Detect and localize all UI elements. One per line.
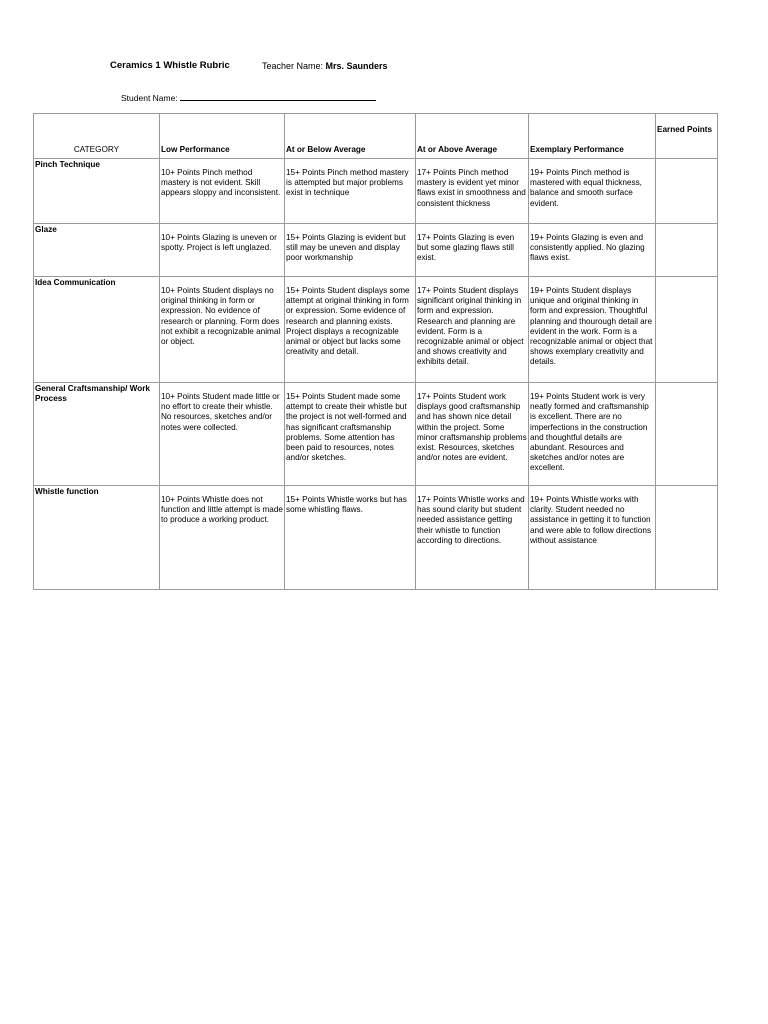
criteria-cell: 19+ Points Whistle works with clarity. Student needed no assistance in getting it to function and were able to follow directions without assistance (529, 486, 656, 590)
criteria-cell: 10+ Points Student made little or no effort to create their whistle. No resources, sketches and/or notes were collected. (160, 383, 285, 486)
rubric-table (33, 113, 718, 590)
category-cell: Glaze (34, 224, 160, 277)
table-row (34, 486, 718, 590)
criteria-cell: 15+ Points Glazing is evident but still may be uneven and display poor workmanship (285, 224, 416, 277)
criteria-cell: 19+ Points Pinch method is mastered with equal thickness, balance and smooth surface evident. (529, 159, 656, 224)
category-cell: Idea Communication (34, 277, 160, 383)
earned-points-cell[interactable] (656, 159, 718, 224)
earned-points-cell[interactable] (656, 486, 718, 590)
student-label: Student Name: (121, 93, 178, 103)
header-low-performance: Low Performance (160, 114, 285, 159)
teacher-field (262, 61, 388, 71)
header-row (34, 114, 718, 159)
criteria-cell: 10+ Points Pinch method mastery is not evident. Skill appears sloppy and inconsistent. (160, 159, 285, 224)
criteria-cell: 17+ Points Glazing is even but some glazing flaws still exist. (416, 224, 529, 277)
category-cell: General Craftsmanship/ Work Process (34, 383, 160, 486)
table-row (34, 224, 718, 277)
criteria-cell: 15+ Points Pinch method mastery is attempted but major problems exist in technique (285, 159, 416, 224)
criteria-cell: 17+ Points Student displays significant original thinking in form and expression. Research and planning are evident. Form is a recognizable animal or object and shows creativity and exhibits detail. (416, 277, 529, 383)
student-name-field (121, 92, 376, 103)
criteria-cell: 19+ Points Student work is very neatly formed and craftsmanship is excellent. There are no imperfections in the construction and thoughtful details are abundant. Resources and sketches and/or notes are excellent. (529, 383, 656, 486)
criteria-cell: 10+ Points Student displays no original thinking in form or expression. No evidence of research or planning. Form does not exhibit a recognizable animal or object. (160, 277, 285, 383)
criteria-cell: 10+ Points Glazing is uneven or spotty. Project is left unglazed. (160, 224, 285, 277)
table-row (34, 383, 718, 486)
criteria-cell: 15+ Points Student displays some attempt at original thinking in form or expression. Some evidence of research and planning exists. Project displays a recognizable animal or object but lacks some creativity and detail. (285, 277, 416, 383)
table-row (34, 277, 718, 383)
criteria-cell: 17+ Points Student work displays good craftsmanship and has shown nice detail within the project. Some minor craftsmanship problems exist. Resources, sketches and/or notes are evident. (416, 383, 529, 486)
student-name-blank (180, 92, 376, 101)
earned-points-cell[interactable] (656, 277, 718, 383)
category-cell: Pinch Technique (34, 159, 160, 224)
teacher-label: Teacher Name: (262, 61, 324, 71)
criteria-cell: 17+ Points Whistle works and has sound clarity but student needed assistance getting their whistle to function according to directions. (416, 486, 529, 590)
teacher-name: Mrs. Saunders (325, 61, 388, 71)
document-header (110, 60, 388, 71)
header-category: CATEGORY (34, 114, 160, 159)
header-exemplary-performance: Exemplary Performance (529, 114, 656, 159)
category-cell: Whistle function (34, 486, 160, 590)
header-at-or-below-average: At or Below Average (285, 114, 416, 159)
criteria-cell: 15+ Points Student made some attempt to create their whistle but the project is not well-formed and has significant craftsmanship problems. Some attention has been paid to resources, notes and/or sketches. (285, 383, 416, 486)
document-title: Ceramics 1 Whistle Rubric (110, 60, 230, 71)
earned-points-cell[interactable] (656, 224, 718, 277)
header-at-or-above-average: At or Above Average (416, 114, 529, 159)
criteria-cell: 19+ Points Student displays unique and original thinking in form and expression. Thoughtful planning and thourough detail are evident in the work. Form is a recognizable animal or object that shows exemplary creativity and details. (529, 277, 656, 383)
criteria-cell: 15+ Points Whistle works but has some whistling flaws. (285, 486, 416, 590)
criteria-cell: 10+ Points Whistle does not function and little attempt is made to produce a working product. (160, 486, 285, 590)
criteria-cell: 17+ Points Pinch method mastery is evident yet minor flaws exist in smoothness and consistent thickness (416, 159, 529, 224)
header-earned-points: Earned Points (656, 114, 718, 159)
table-row (34, 159, 718, 224)
earned-points-cell[interactable] (656, 383, 718, 486)
criteria-cell: 19+ Points Glazing is even and consistently applied. No glazing flaws exist. (529, 224, 656, 277)
